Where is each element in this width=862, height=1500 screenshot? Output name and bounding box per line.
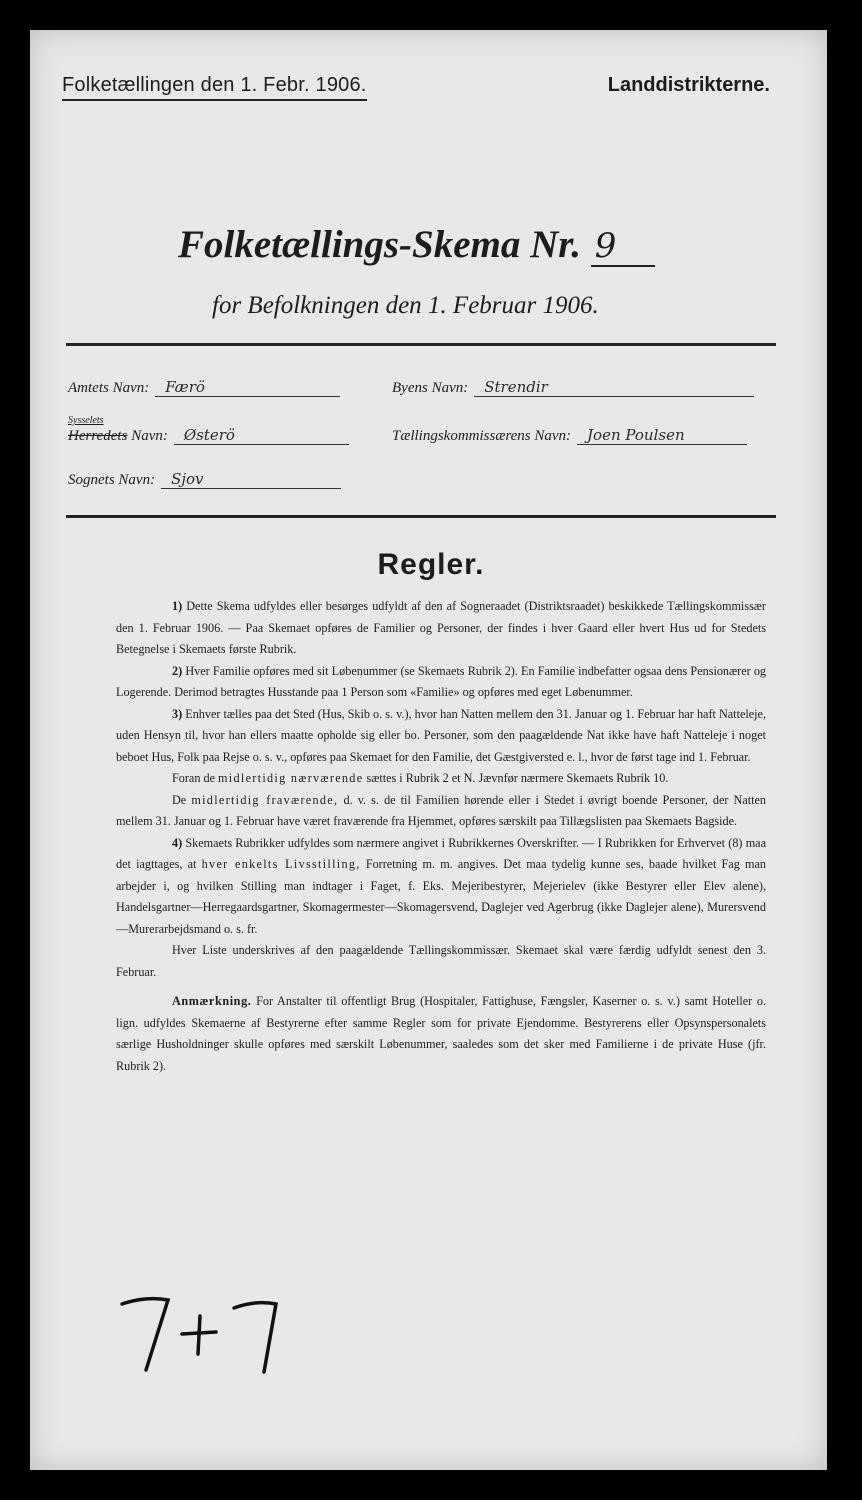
rule-4c-text: Hver Liste underskrives af den paagældende Tællingskommissær. Skemaet skal være færdig udfyldt senest den 3. Februar. xyxy=(116,943,766,979)
sogn-label: Sognets Navn: xyxy=(68,472,156,488)
form-number: 9 xyxy=(591,227,655,267)
rule-4-text-b: Forretning m. m. angives. Det maa tydelig kunne ses, baade hvilket Fag man arbejder i, og hvilken Stilling man indtager i Faget, f. Eks. Mejeribestyrer, Mejerielev (ikke Bestyrer eller Elev alene), Handelsgartner—Herregaardsgartner, Skomagermester—Skomagersvend, Daglejer ved Agerbrug (ikke Daglejer alene), Murersvend—Murerarbejdsmand o. s. fr. xyxy=(116,857,766,936)
sogn-field xyxy=(68,470,341,489)
herred-value: Østerö xyxy=(174,426,349,445)
rule-3b xyxy=(116,768,766,790)
sogn-value: Sjov xyxy=(161,470,341,489)
amt-value: Færö xyxy=(155,378,340,397)
rule-3c-text-a: De xyxy=(172,792,187,807)
rule-4 xyxy=(116,833,766,941)
rule-3b-text-a: Foran de xyxy=(172,771,215,785)
rule-4c xyxy=(116,940,766,983)
rule-4-emphasis: hver enkelts Livsstilling, xyxy=(201,857,361,871)
rule-3-text: Enhver tælles paa det Sted (Hus, Skib o. s. v.), hvor han Natten mellem den 31. Januar og 1. Februar har haft Natteleje, uden Hensyn til, hvor han ellers maatte opholde sig eller bo. Personer, som den paagældende Nat ikke have haft Natteleje i noget beboet Hus, Folk paa Rejse o. s. v., opføres paa Skemaet for den Familie, det Gæstgiversted e. l., hvor de først tage ind 1. Februar. xyxy=(116,706,767,764)
handwritten-count xyxy=(116,1290,296,1380)
annotation-text: For Anstalter til offentligt Brug (Hospitaler, Fattighuse, Fængsler, Kaserner o. s. v.) samt Hoteller o. lign. udfyldes Skemaerne af Bestyrerne efter samme Regler som for private Ejendomme. Bestyrerens eller Opsynspersonalets særlige Husholdninger skulle opføres med særskilt Løbenummer, saaledes som det sker med Familierne i de private Huse (jfr. Rubrik 2). xyxy=(116,994,767,1073)
herred-struck-label: Herredets xyxy=(68,428,128,444)
herred-field xyxy=(68,415,349,445)
amt-field xyxy=(68,378,340,397)
form-title xyxy=(178,222,655,267)
kommissaer-label: Tællingskommissærens Navn: xyxy=(392,428,572,444)
by-field xyxy=(392,378,754,397)
kommissaer-value: Joen Poulsen xyxy=(577,426,747,445)
annotation xyxy=(116,991,766,1077)
herred-correction: Sysselets xyxy=(68,415,104,426)
rule-3c-text-b: d. v. s. de til Familien hørende eller i Stedet i øvrigt boende Personer, der Natten mellem 31. Januar og 1. Februar have været fraværende fra Hjemmet, opføres særskilt paa Tillægslisten paa Skemaets Bagside. xyxy=(116,792,767,828)
district-type-header: Landdistrikterne. xyxy=(607,74,770,96)
form-title-text: Folketællings-Skema Nr. xyxy=(178,223,582,266)
rule-3c xyxy=(116,790,766,833)
amt-label: Amtets Navn: xyxy=(68,380,150,396)
rule-2 xyxy=(116,661,766,704)
rule-3-number: 3) xyxy=(172,706,183,721)
rule-1 xyxy=(116,596,766,661)
rule-2-number: 2) xyxy=(172,663,183,678)
rules-text xyxy=(116,596,766,1077)
by-label: Byens Navn: xyxy=(392,380,469,396)
census-date-header: Folketællingen den 1. Febr. 1906. xyxy=(62,74,367,101)
handwritten-count-graphic xyxy=(116,1290,296,1380)
form-subtitle: for Befolkningen den 1. Februar 1906. xyxy=(212,292,599,319)
rule-1-number: 1) xyxy=(172,599,183,613)
rule-4-number: 4) xyxy=(172,835,183,850)
herred-label: Navn: xyxy=(131,428,168,444)
rule-3 xyxy=(116,704,766,769)
rules-heading: Regler. xyxy=(377,548,485,581)
divider-bottom xyxy=(66,515,776,518)
annotation-label: Anmærkning. xyxy=(172,994,252,1008)
rule-2-text: Hver Familie opføres med sit Løbenummer (se Skemaets Rubrik 2). En Familie indbefatter ogsaa dens Pensionærer og Logerende. Derimod betragtes Husstande paa 1 Person som «Familie» og opføres med eget Løbenummer. xyxy=(116,663,767,699)
kommissaer-field xyxy=(392,426,747,445)
by-value: Strendir xyxy=(474,378,754,397)
rule-3c-emphasis: midlertidig fraværende, xyxy=(191,792,339,807)
divider-top xyxy=(66,343,776,346)
rule-3b-emphasis: midlertidig nærværende xyxy=(218,771,364,785)
rule-3b-text-b: sættes i Rubrik 2 et N. Jævnfør nærmere Skemaets Rubrik 10. xyxy=(366,771,669,785)
rule-1-text: Dette Skema udfyldes eller besørges udfyldt af den af Sogneraadet (Distriktsraadet) beskikkede Tællingskommissær den 1. Februar 1906. — Paa Skemaet opføres de Familier og Personer, der findes i hver Gaard eller hvert Hus ud for Stedets Betegnelse i Skemaets første Rubrik. xyxy=(116,599,766,656)
rule-4-text-a: Skemaets Rubrikker udfyldes som nærmere angivet i Rubrikkernes Overskrifter. — I Rubrikken for Erhvervet (8) maa det iagttages, at xyxy=(116,835,766,871)
